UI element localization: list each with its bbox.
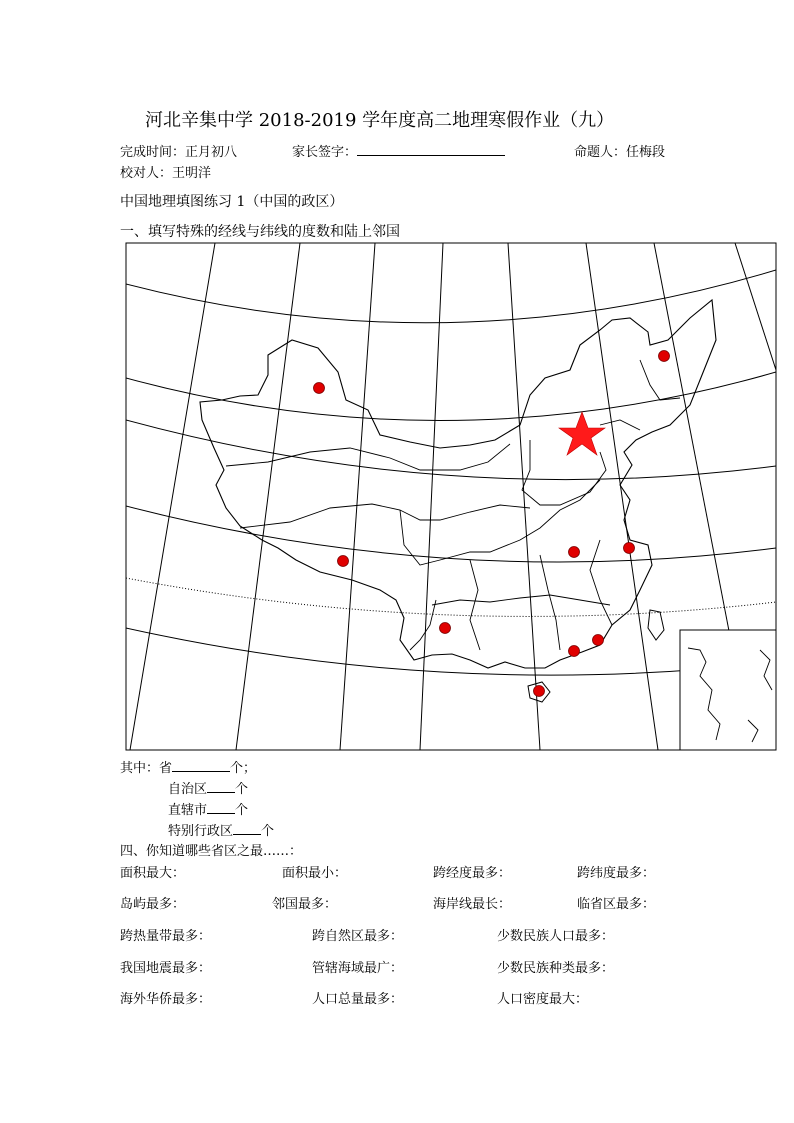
proofreader: 校对人：王明洋 [120,166,212,181]
page-title: 河北辛集中学 2018-2019 学年度高二地理寒假作业（九） [145,110,615,131]
latitude-line [126,372,776,421]
province-boundary [226,444,510,470]
section-one-heading: 一、填写特殊的经线与纬线的度数和陆上邻国 [120,224,400,240]
province-boundary [410,600,436,650]
map-frame [126,243,776,750]
province-boundary [240,504,530,528]
longitude-line [420,243,443,750]
question-largest-sea-area: 管辖海域最广： [312,961,404,976]
sar-label: 特别行政区 [168,824,234,839]
completion-time: 完成时间：正月初八 [120,145,238,160]
sar-count-line [168,820,274,839]
question-most-longitude: 跨经度最多： [433,866,512,881]
xinjiang-point [314,383,325,394]
question-most-latitude: 跨纬度最多： [577,866,656,881]
province-boundary [600,420,640,430]
province-unit: 个； [230,761,257,776]
province-boundary [640,360,680,400]
question-most-overseas-chinese: 海外华侨最多： [120,992,212,1007]
question-most-neighbors: 邻国最多： [272,897,338,912]
hainan-point [534,686,545,697]
latitude-line [126,270,776,323]
autonomous-label: 自治区 [168,782,208,797]
count-intro: 其中：省 [120,761,173,776]
municipality-unit: 个 [235,803,249,818]
section-four-heading: 四、你知道哪些省区之最……： [120,844,303,859]
shanghai-point [624,543,635,554]
longitude-line [735,243,776,370]
heilongjiang-point [659,351,670,362]
taiwan-island [648,610,664,640]
province-count-blank[interactable] [172,758,230,772]
longitude-line [340,243,375,750]
guangdong-point-1 [593,635,604,646]
province-boundary [470,560,480,650]
autonomous-count-line [168,778,248,797]
tropic-line [126,578,776,616]
tibet-point [338,556,349,567]
author: 命题人：任梅段 [574,145,666,160]
question-most-natural-regions: 跨自然区最多： [312,929,404,944]
question-most-islands: 岛屿最多： [120,897,186,912]
sar-unit: 个 [261,824,275,839]
autonomous-count-blank[interactable] [207,779,235,793]
latitude-line [126,628,776,675]
question-most-adjacent: 临省区最多： [577,897,656,912]
question-smallest-area: 面积最小： [282,866,348,881]
province-boundary [432,595,610,605]
municipality-label: 直辖市 [168,803,208,818]
south-china-sea-inset [680,630,776,750]
question-largest-population: 人口总量最多： [312,992,404,1007]
guangdong-point-2 [569,646,580,657]
question-most-minority-types: 少数民族种类最多： [497,961,615,976]
question-most-earthquakes: 我国地震最多： [120,961,212,976]
sar-count-blank[interactable] [233,821,261,835]
question-longest-coast: 海岸线最长： [433,897,512,912]
question-most-minority-pop: 少数民族人口最多： [497,929,615,944]
question-most-thermal-zones: 跨热量带最多： [120,929,212,944]
autonomous-unit: 个 [235,782,249,797]
question-highest-density: 人口密度最大： [497,992,589,1007]
yunnan-point [440,623,451,634]
question-largest-area: 面积最大： [120,866,186,881]
capital-star-icon [559,412,605,455]
province-boundary [540,555,560,650]
longitude-line [130,243,215,750]
province-boundary [590,540,612,625]
latitude-line [126,506,776,562]
municipality-count-line [168,799,248,818]
longitude-line [236,243,300,750]
jiangsu-point [569,547,580,558]
province-count-line [120,757,256,776]
municipality-count-blank[interactable] [207,800,235,814]
section-title: 中国地理填图练习 1（中国的政区） [120,194,344,210]
parent-signature-text: 家长签字： [292,145,358,160]
